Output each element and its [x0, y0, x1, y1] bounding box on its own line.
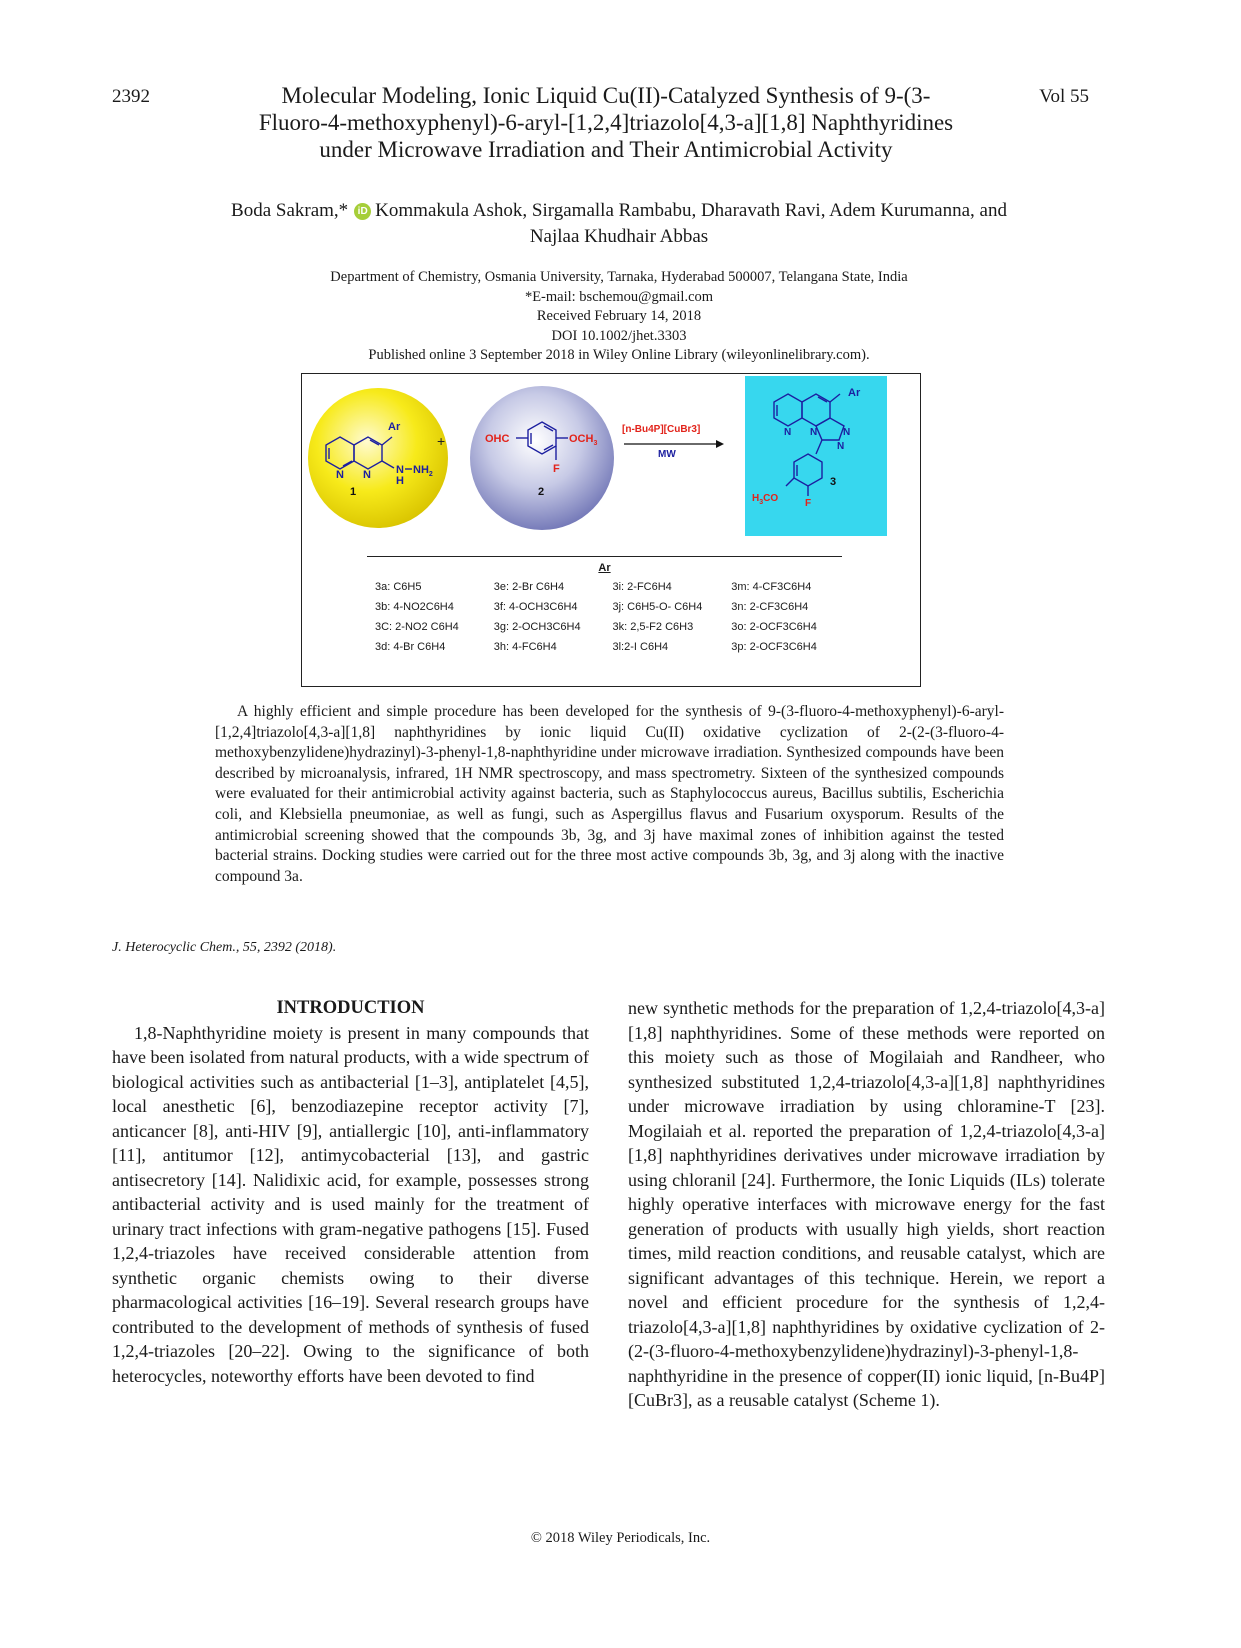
- compound-1-nh2: $NH_2$: [413, 464, 433, 478]
- table-cell: 3b: 4-NO2C6H4: [375, 601, 454, 613]
- published-line: Published online 3 September 2018 in Wiley Online Library (wileyonlinelibrary.com).: [368, 347, 870, 364]
- authors-first: Boda Sakram,*: [231, 200, 349, 221]
- compound-1-number: 1: [350, 486, 357, 498]
- product-3-n1: N: [784, 427, 792, 438]
- abstract: [215, 702, 1004, 887]
- affiliation-block: [160, 268, 1078, 366]
- intro-paragraph-right: new synthetic methods for the preparation of 1,2,4-triazolo[4,3-a][1,8] naphthyridines. Some of these methods were reported on this moiety such as those of Mogilaiah and Randheer, who synthesized substituted 1,2,4-triazolo[4,3-a][1,8] naphthyridines under microwave irradiation by using chloramine-T [23]. Mogilaiah et al. reported the preparation of 1,2,4-triazolo[4,3-a][1,8] naphthyridines derivatives under microwave irradiation by using chloranil [24]. Furthermore, the Ionic Liquids (ILs) tolerate highly operative interfaces with microwave energy for the fast generation of products with usually high yields, short reaction times, mild reaction conditions, and reusable catalyst, which are significant advantages of this technique. Herein, we report a novel and efficient procedure for the synthesis of 1,2,4-triazolo[4,3-a][1,8] naphthyridines by oxidative cyclization of 2-(2-(3-fluoro-4-methoxybenzylidene)hydrazinyl)-3-phenyl-1,8-naphthyridine in the presence of copper(II) ionic liquid, [n-Bu4P][CuBr3], as a reusable catalyst (Scheme 1).: [628, 998, 1105, 1410]
- table-row: [367, 617, 842, 637]
- product-3-number: 3: [830, 476, 837, 488]
- author-list: [160, 198, 1078, 250]
- plus-sign: +: [437, 433, 446, 449]
- table-cell: 3g: 2-OCH3C6H4: [493, 621, 581, 633]
- table-row: [367, 597, 842, 617]
- table-header: Ar: [598, 562, 611, 574]
- compound-2-number: 2: [538, 486, 545, 498]
- table-cell: 3C: 2-NO2 C6H4: [375, 621, 459, 633]
- product-3-box: [745, 376, 887, 536]
- affiliation: Department of Chemistry, Osmania University, Tarnaka, Hyderabad 500007, Telangana State, India: [330, 269, 908, 285]
- compound-2-och3: $OCH_3$: [569, 433, 598, 447]
- table-rule: [367, 556, 842, 557]
- section-heading: INTRODUCTION: [276, 998, 425, 1018]
- abstract-text: A highly efficient and simple procedure has been developed for the synthesis of 9-(3-fluoro-4-methoxyphenyl)-6-aryl-[1,2,4]triazolo[4,3-a][1,8] naphthyridines by ionic liquid Cu(II) oxidative cyclization of 2-(2-(3-fluoro-4-methoxybenzylidene)hydrazinyl)-3-phenyl-1,8-naphthyridine under microwave irradiation. Synthesized compounds have been described by microanalysis, infrared, 1H NMR spectroscopy, and mass spectrometry. Sixteen of the synthesized compounds were evaluated for their antimicrobial activity against bacteria, such as Staphylococcus aureus, Bacillus subtilis, Escherichia coli, and Klebsiella pneumoniae, as well as fungi, such as Aspergillus flavus and Fusarium oxysporum. Results of the antimicrobial screening showed that the compounds 3b, 3g, and 3j have maximal zones of inhibition against the tested bacterial strains. Docking studies were carried out for the three most active compounds 3b, 3g, and 3j along with the inactive compound 3a.: [215, 703, 1004, 885]
- authors-line2: Najlaa Khudhair Abbas: [529, 226, 709, 247]
- table-cell: 3n: 2-CF3C6H4: [731, 601, 809, 613]
- compound-1-ar: Ar: [388, 421, 401, 433]
- product-3-n3: N: [843, 427, 851, 438]
- product-3-ar: Ar: [848, 387, 861, 399]
- table-cell: 3e: 2-Br C6H4: [493, 581, 565, 593]
- volume-label: Vol 55: [1039, 86, 1089, 107]
- orcid-icon[interactable]: iD: [354, 203, 371, 220]
- product-3-n2: N: [810, 427, 818, 438]
- table-cell: 3o: 2-OCF3C6H4: [731, 621, 817, 633]
- product-3-h3co: $H_3CO$: [752, 493, 779, 506]
- intro-paragraph-left: 1,8-Naphthyridine moiety is present in many compounds that have been isolated from natural products, with a wide spectrum of biological activities such as antibacterial [1–3], antiplatelet [4,5], local anesthetic [6], benzodiazepine receptor activity [7], anticancer [8], anti-HIV [9], antiallergic [10], anti-inflammatory [11], antitumor [12], antimycobacterial [13], and gastric antisecretory [14]. Nalidixic acid, for example, possesses strong antibacterial activity and is used mainly for the treatment of urinary tract infections with gram-negative pathogens [15]. Fused 1,2,4-triazoles have received considerable attention from synthetic organic chemists owing to their diverse pharmacological activities [16–19]. Several research groups have contributed to the development of methods of synthesis of fused 1,2,4-triazoles [20–22]. Owing to the significance of both heterocycles, noteworthy efforts have been devoted to find: [112, 1022, 589, 1386]
- condition-label: MW: [658, 449, 676, 460]
- table-cell: 3d: 4-Br C6H4: [375, 641, 446, 653]
- compound-2-sphere: [470, 386, 614, 530]
- product-3-f: F: [805, 498, 812, 509]
- table-cell: 3m: 4-CF3C6H4: [731, 581, 812, 593]
- table-cell: 3k: 2,5-F2 C6H3: [612, 621, 694, 633]
- compound-1-nh-n: N: [396, 464, 404, 476]
- article-title: Molecular Modeling, Ionic Liquid Cu(II)-Catalyzed Synthesis of 9-(3-Fluoro-4-methoxyphenyl)-6-aryl-[1,2,4]triazolo[4,3-a][1,8] Naphthyridines under Microwave Irradiation and Their Antimicrobial Activity: [258, 83, 954, 162]
- compound-2-ohc: OHC: [485, 433, 510, 445]
- table-cell: 3i: 2-FC6H4: [612, 581, 672, 593]
- compound-2-f: F: [553, 463, 560, 475]
- page-number: 2392: [112, 86, 150, 107]
- reaction-scheme: [301, 373, 921, 687]
- copyright-footer: © 2018 Wiley Periodicals, Inc.: [530, 1530, 711, 1546]
- compound-1-n-right: N: [363, 469, 371, 481]
- compound-1-nh-h: H: [396, 475, 404, 487]
- email[interactable]: *E-mail: bschemou@gmail.com: [524, 288, 714, 305]
- journal-citation: J. Heterocyclic Chem., 55, 2392 (2018).: [112, 940, 337, 955]
- table-cell: 3j: C6H5-O- C6H4: [612, 601, 703, 613]
- reagent-label: [n-Bu4P][CuBr3]: [622, 424, 701, 435]
- table-cell: 3h: 4-FC6H4: [493, 641, 557, 653]
- table-cell: 3f: 4-OCH3C6H4: [493, 601, 578, 613]
- substituent-table: [367, 556, 842, 657]
- product-3-n4: N: [837, 441, 845, 452]
- table-cell: 3l:2-I C6H4: [612, 641, 669, 653]
- scheme-drawing: [302, 374, 919, 554]
- doi[interactable]: DOI 10.1002/jhet.3303: [551, 327, 687, 344]
- table-row: [367, 637, 842, 657]
- table-cell: 3a: C6H5: [375, 581, 422, 593]
- introduction-right-column: [628, 996, 1105, 1413]
- reaction-arrowhead: [716, 440, 724, 448]
- table-cell: 3p: 2-OCF3C6H4: [731, 641, 817, 653]
- introduction-left-column: [112, 996, 589, 1388]
- compound-1-n-left: N: [336, 469, 344, 481]
- authors-rest: Kommakula Ashok, Sirgamalla Rambabu, Dharavath Ravi, Adem Kurumanna, and: [375, 200, 1007, 221]
- received-date: Received February 14, 2018: [536, 308, 702, 325]
- table-row: [367, 577, 842, 597]
